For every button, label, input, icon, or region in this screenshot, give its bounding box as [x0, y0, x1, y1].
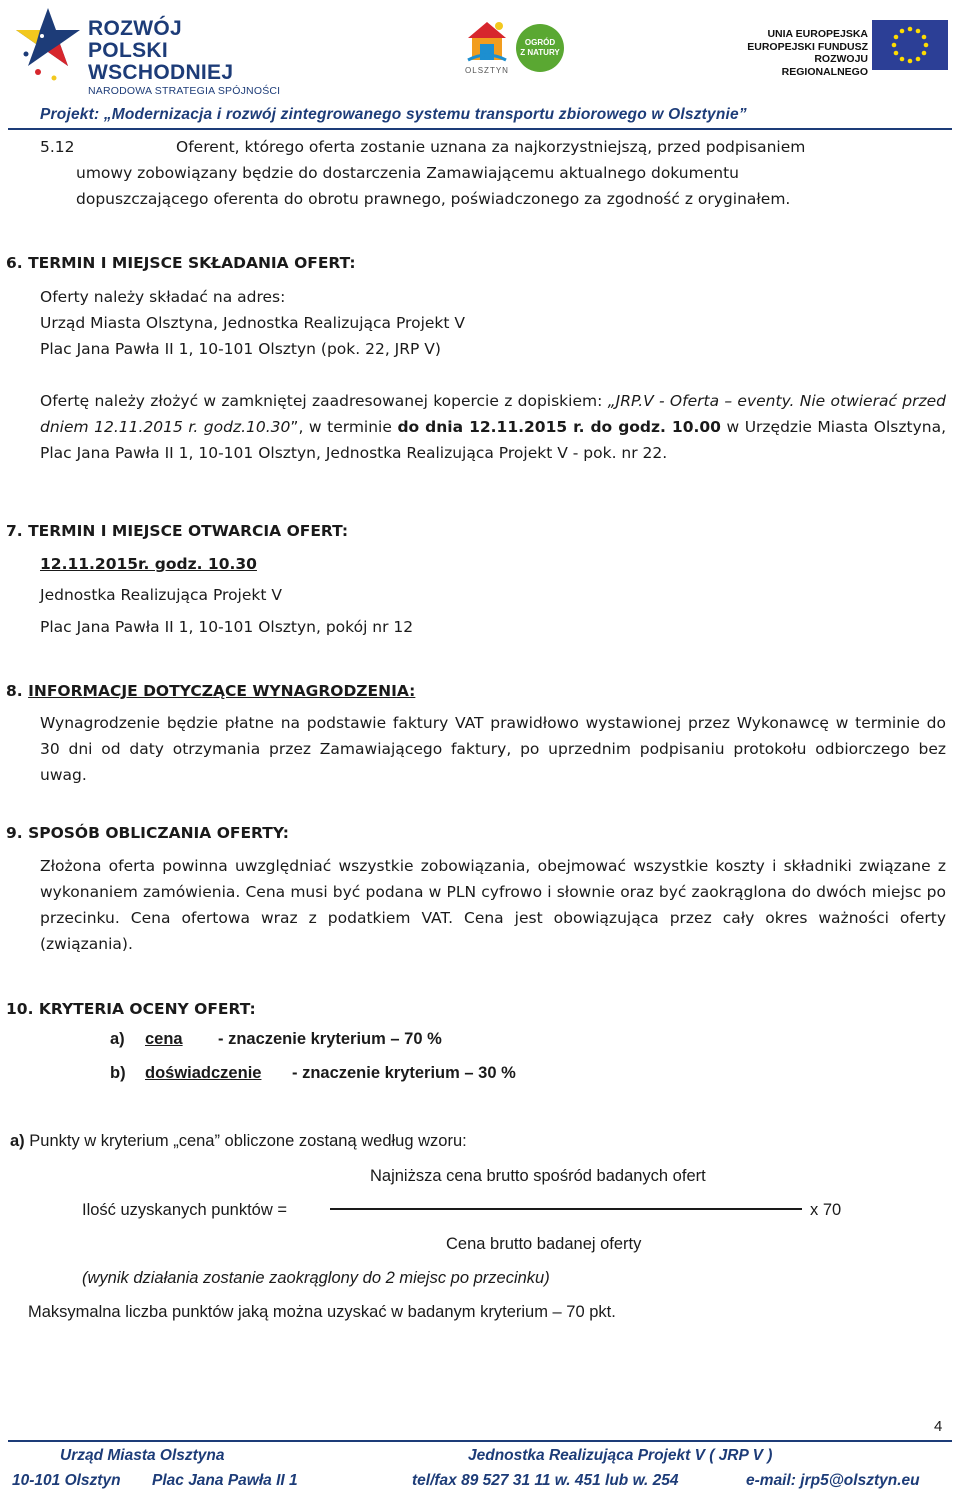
section-6-submission-paragraph — [40, 388, 946, 466]
section-8-heading-number: 8. — [6, 682, 29, 700]
formula-left-side: Ilość uzyskanych punktów = — [82, 1201, 287, 1219]
formula-intro-text: Punkty w kryterium „cena” obliczone zostaną według wzoru: — [24, 1132, 467, 1150]
footer-unit-name: Jednostka Realizująca Projekt V ( JRP V ) — [468, 1447, 773, 1464]
olsztyn-emblem-icon — [462, 16, 512, 66]
criterion-a-label: a) — [110, 1030, 125, 1048]
footer-divider — [8, 1440, 952, 1442]
project-title: Projekt: „Modernizacja i rozwój zintegrowanego systemu transportu zbiorowego w Olsztynie” — [40, 106, 747, 123]
section-10-heading: 10. KRYTERIA OCENY OFERT: — [6, 1000, 256, 1018]
submission-deadline: do dnia 12.11.2015 r. do godz. 10.00 — [397, 418, 721, 436]
criterion-b-name: doświadczenie — [145, 1064, 262, 1082]
section-7-place-line2: Plac Jana Pawła II 1, 10-101 Olsztyn, pokój nr 12 — [40, 618, 414, 636]
page-number: 4 — [934, 1418, 943, 1435]
section-7-opening-date: 12.11.2015r. godz. 10.30 — [40, 555, 257, 573]
section-5-12-line3: dopuszczającego oferenta do obrotu prawnego, poświadczonego za zgodność z oryginałem. — [76, 190, 791, 208]
formula-fraction-bar — [330, 1208, 802, 1210]
eu-line2: EUROPEJSKI FUNDUSZ — [747, 40, 868, 53]
footer-postcode-city: 10-101 Olsztyn — [12, 1472, 121, 1489]
submission-envelope-label: „JRP.V - Oferta – eventy. Nie otwierać przed dniem 12.11.2015 r. godz.10.30 — [40, 392, 946, 436]
eu-line1: UNIA EUROPEJSKA — [767, 28, 868, 40]
formula-denominator: Cena brutto badanej oferty — [446, 1235, 642, 1253]
formula-rounding-note: (wynik działania zostanie zaokrąglony do 2 miejsc po przecinku) — [82, 1269, 550, 1287]
header-divider — [8, 128, 952, 130]
page-header — [0, 0, 960, 123]
formula-multiplier: x 70 — [810, 1201, 842, 1219]
rozwoj-polski-wschodniej-logo — [14, 6, 314, 97]
criterion-a-name: cena — [145, 1030, 183, 1048]
section-7-heading: 7. TERMIN I MIEJSCE OTWARCIA OFERT: — [6, 522, 349, 540]
rpw-star-mark-icon — [14, 6, 86, 86]
criterion-b-label: b) — [110, 1064, 126, 1082]
eu-logo — [736, 20, 946, 76]
submission-text-c: ”, w terminie — [290, 418, 398, 436]
section-5-12-line2: umowy zobowiązany będzie do dostarczenia Zamawiającemu aktualnego dokumentu — [76, 164, 739, 182]
section-5-12-number: 5.12 — [40, 138, 75, 156]
criterion-b-weight: - znaczenie kryterium – 30 % — [292, 1064, 516, 1082]
section-6-address-line1: Urząd Miasta Olsztyna, Jednostka Realizująca Projekt V — [40, 314, 466, 332]
section-6-address-intro: Oferty należy składać na adres: — [40, 288, 286, 306]
eu-line3: ROZWOJU REGIONALNEGO — [781, 53, 868, 78]
section-8-heading — [6, 678, 415, 704]
criterion-a-weight: - znaczenie kryterium – 70 % — [218, 1030, 442, 1048]
ogrod-z-natury-logo — [516, 24, 564, 72]
section-9-heading: 9. SPOSÓB OBLICZANIA OFERTY: — [6, 824, 289, 842]
rpw-line1: ROZWÓJ — [88, 17, 182, 40]
section-8-body: Wynagrodzenie będzie płatne na podstawie faktury VAT prawidłowo wystawionej przez Wykonawcę w terminie do 30 dni od daty otrzymania przez Zamawiającego faktury, po uprzednim podpisaniu protokołu odbiorczego bez uwag. — [40, 714, 946, 784]
section-9-body: Złożona oferta powinna uwzględniać wszystkie zobowiązania, obejmować wszystkie koszty i składniki związane z wykonaniem zamówienia. Cena musi być podana w PLN cyfrowo i słownie oraz być zaokrąglona do dwóch miejsc po przecinku. Cena ofertowa wraz z podatkiem VAT. Cena jest obowiązująca przez cały okres ważności oferty (związania). — [40, 857, 946, 953]
rpw-line2: POLSKI WSCHODNIEJ — [88, 39, 234, 84]
footer-office-name: Urząd Miasta Olsztyna — [60, 1447, 225, 1464]
section-6-heading: 6. TERMIN I MIEJSCE SKŁADANIA OFERT: — [6, 254, 356, 272]
footer-email: e-mail: jrp5@olsztyn.eu — [746, 1472, 920, 1489]
formula-numerator: Najniższa cena brutto spośród badanych ofert — [370, 1167, 706, 1185]
submission-text-e: w Urzędzie Miasta Olsztyna, Plac Jana Pawła II 1, 10-101 Olsztyn, Jednostka Realizująca Projekt V - pok. nr 22. — [40, 418, 947, 462]
section-5-12-line1: Oferent, którego oferta zostanie uznana za najkorzystniejszą, przed podpisaniem — [176, 138, 806, 156]
ogrod-line2: Z NATURY — [520, 48, 560, 57]
formula-intro-label: a) — [10, 1132, 25, 1150]
section-6-address-line2: Plac Jana Pawła II 1, 10-101 Olsztyn (pok. 22, JRP V) — [40, 340, 441, 358]
formula-intro — [10, 1128, 467, 1154]
footer-phone: tel/fax 89 527 31 11 w. 451 lub w. 254 — [412, 1472, 679, 1489]
olsztyn-logo — [462, 16, 512, 82]
eu-flag-icon — [872, 20, 948, 70]
section-7-place-line1: Jednostka Realizująca Projekt V — [40, 586, 282, 604]
section-8-heading-text: INFORMACJE DOTYCZĄCE WYNAGRODZENIA: — [28, 682, 416, 700]
formula-max-points: Maksymalna liczba punktów jaką można uzyskać w badanym kryterium – 70 pkt. — [28, 1303, 616, 1321]
submission-text-a: Ofertę należy złożyć w zamkniętej zaadresowanej kopercie z dopiskiem: — [40, 392, 608, 410]
ogrod-line1: OGRÓD — [524, 38, 556, 47]
rpw-wordmark — [88, 18, 314, 98]
rpw-line3: NARODOWA STRATEGIA SPÓJNOŚCI — [88, 85, 281, 97]
eu-text — [736, 28, 868, 78]
olsztyn-caption: OLSZTYN — [465, 66, 509, 75]
footer-street: Plac Jana Pawła II 1 — [152, 1472, 298, 1489]
